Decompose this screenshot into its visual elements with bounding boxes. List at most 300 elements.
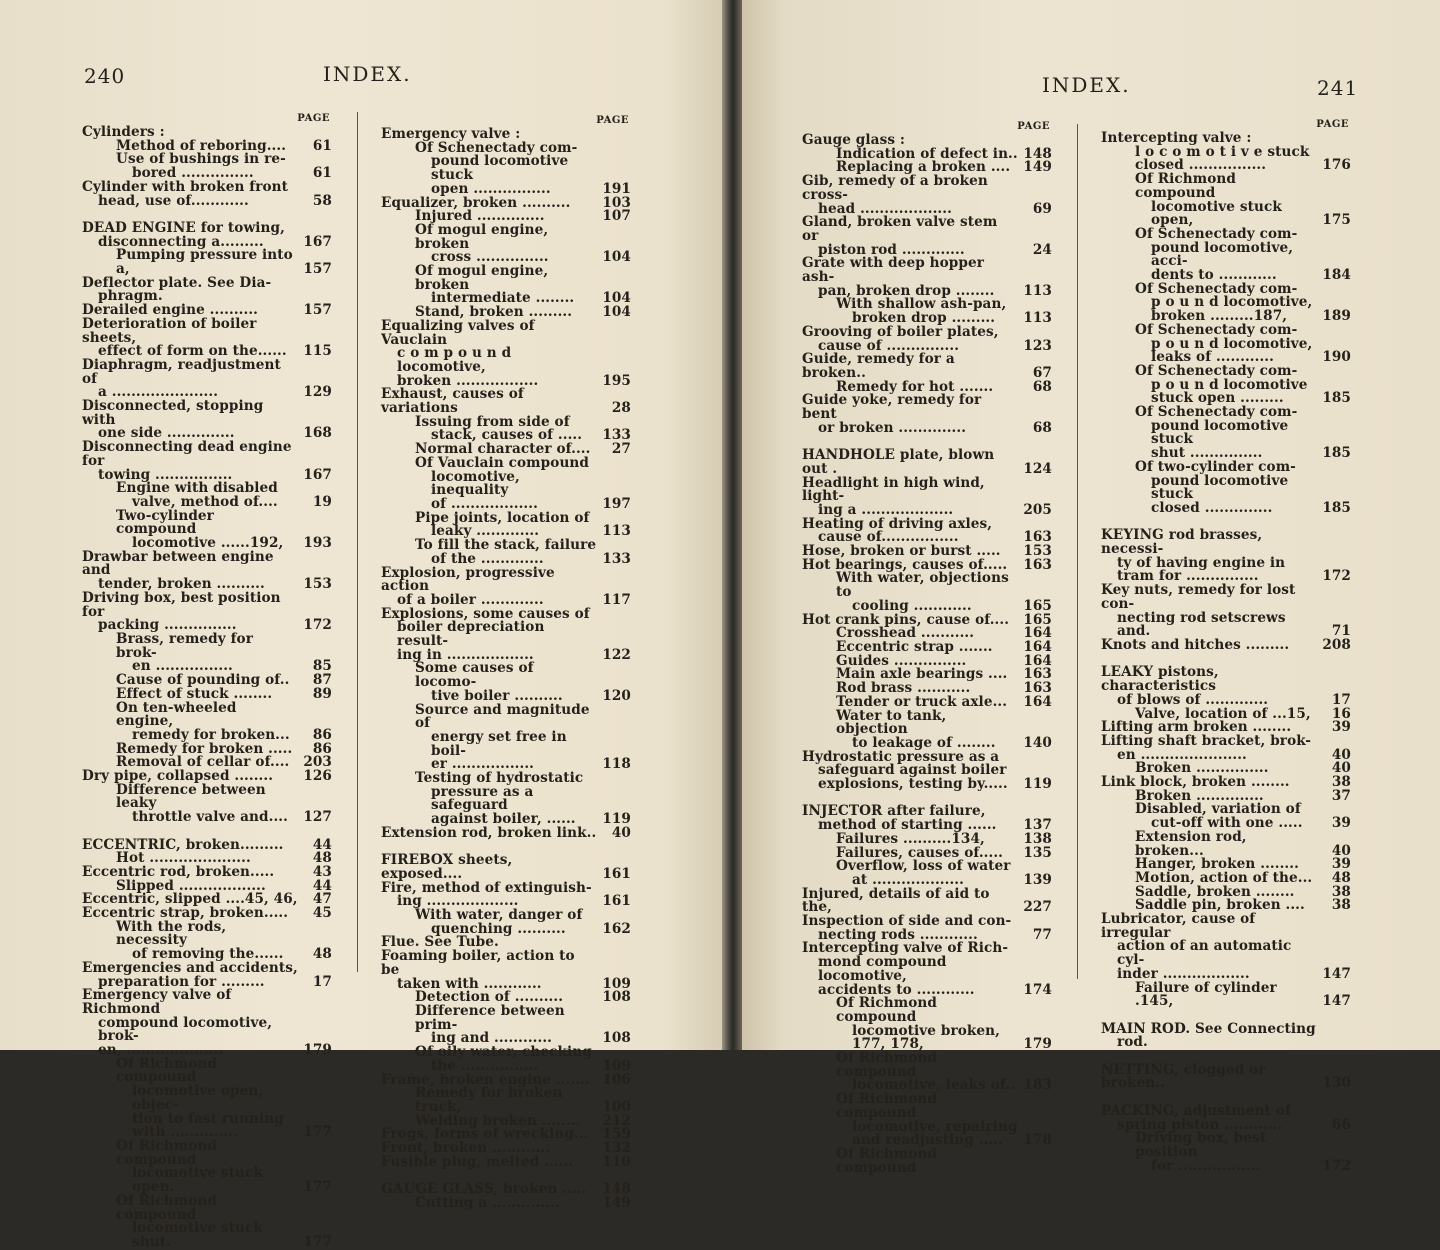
- entry-text: intermediate ........: [431, 290, 575, 307]
- entry-text: explosions, testing by.....: [818, 776, 1008, 793]
- entry-page-number: 58: [312, 192, 332, 209]
- index-entry: [1101, 529, 1351, 556]
- entry-text: locomotive stuck open,: [1151, 198, 1282, 229]
- entry-text: Derailed engine ..........: [82, 302, 259, 319]
- entry-text: Extension rod, broken...: [1135, 828, 1247, 859]
- entry-text: LEAKY pistons, characteristics: [1101, 664, 1219, 695]
- entry-text: Intercepting valve :: [1101, 130, 1252, 146]
- entry-page-number: 227: [1023, 899, 1052, 916]
- index-entry: [802, 216, 1052, 243]
- column-rule: [357, 112, 358, 972]
- entry-text: Link block, broken ........: [1101, 774, 1290, 791]
- index-entry: [1101, 1036, 1351, 1050]
- entry-page-number: 40: [1331, 746, 1351, 763]
- entry-page-number: 68: [1032, 419, 1052, 436]
- entry-text: Welding broken ........: [415, 1112, 581, 1129]
- entry-page-number: 163: [1023, 666, 1052, 683]
- entry-text: of ..................: [431, 495, 538, 512]
- entry-text: a ......................: [98, 384, 219, 401]
- entry-text: To fill the stack, failure: [415, 537, 597, 554]
- entry-page-number: 176: [1322, 157, 1351, 174]
- index-entry: [1101, 472, 1351, 503]
- entry-text: Normal character of....: [415, 441, 591, 458]
- entry-page-number: 106: [602, 1071, 631, 1088]
- entry-text: cooling ............: [852, 597, 972, 614]
- index-entry: [381, 621, 631, 648]
- entry-page-number: 123: [1023, 337, 1052, 354]
- entry-page-number: 172: [1322, 568, 1351, 585]
- entry-text: Front, broken ............: [381, 1140, 551, 1157]
- entry-page-number: 16: [1331, 705, 1351, 722]
- entry-page-number: 119: [1023, 776, 1052, 793]
- entry-text: Lifting shaft bracket, brok-: [1101, 732, 1311, 749]
- index-entry: [82, 249, 332, 276]
- index-entry: [802, 449, 1052, 476]
- entry-text: p o u n d locomotive: [1151, 376, 1308, 393]
- entry-text: Drawbar between engine and: [82, 548, 274, 579]
- entry-text: Cause of pounding of..: [116, 672, 290, 689]
- entry-page-number: 164: [1023, 625, 1052, 642]
- entry-page-number: 117: [602, 591, 631, 608]
- entry-page-number: 177: [303, 1233, 332, 1250]
- entry-text: pan, broken drop ........: [818, 282, 995, 299]
- entry-text: packing ...............: [98, 617, 237, 634]
- entry-page-number: 208: [1322, 637, 1351, 653]
- entry-page-number: 197: [602, 495, 631, 512]
- index-entry: [802, 1052, 1052, 1079]
- entry-text: With water, danger of: [415, 907, 583, 924]
- entry-text: Dry pipe, collapsed ........: [82, 768, 274, 785]
- entry-text: Indication of defect in..: [836, 145, 1018, 162]
- index-entry: [1101, 609, 1351, 640]
- entry-page-number: 113: [602, 523, 631, 540]
- entry-text: Hydrostatic pressure as a: [802, 748, 1000, 765]
- entry-text: Failures, causes of.....: [836, 844, 1004, 861]
- entry-text: locomotive, leaks of..: [852, 1077, 1016, 1094]
- index-entry: [82, 989, 332, 1016]
- entry-text: open ................: [431, 180, 551, 197]
- entry-text: Equalizing valves of Vauclain: [381, 317, 535, 348]
- entry-page-number: 28: [611, 400, 631, 417]
- index-entry: [802, 956, 1052, 983]
- entry-page-number: 38: [1331, 774, 1351, 791]
- entry-page-number: 71: [1331, 623, 1351, 640]
- entry-text: On ten-wheeled engine,: [116, 699, 237, 730]
- entry-page-number: 137: [1023, 817, 1052, 834]
- entry-text: broken .................: [397, 372, 539, 389]
- entry-page-number: 165: [1023, 597, 1052, 614]
- entry-text: Two-cylinder compound: [116, 507, 214, 538]
- entry-page-number: 87: [312, 672, 332, 689]
- entry-text: Driving box, best position: [1135, 1130, 1267, 1160]
- index-entry: [802, 1148, 1052, 1175]
- entry-text: tion to fast running: [132, 1110, 284, 1127]
- entry-page-number: 108: [602, 1030, 631, 1047]
- entry-text: piston rod .............: [818, 241, 965, 258]
- entry-text: and readjusting .....: [852, 1132, 1003, 1149]
- entry-page-number: 113: [1023, 310, 1052, 327]
- entry-text: Emergency valve of Richmond: [82, 987, 232, 1017]
- entry-page-number: 17: [312, 973, 332, 990]
- entry-text: stuck open .........: [1151, 390, 1284, 407]
- page-number: 241: [1317, 76, 1359, 100]
- index-entry: [381, 221, 631, 252]
- entry-page-number: 48: [1331, 869, 1351, 886]
- index-entry: [82, 1167, 332, 1194]
- index-entry: [381, 783, 631, 814]
- entry-text: Eccentric strap .......: [836, 639, 993, 655]
- entry-page-number: 77: [1032, 926, 1052, 943]
- entry-page-number: 161: [602, 893, 631, 910]
- entry-text: dents to ............: [1151, 267, 1277, 284]
- entry-page-number: 161: [602, 865, 631, 882]
- entry-page-number: 122: [602, 646, 631, 663]
- entry-page-number: 172: [1322, 1157, 1351, 1174]
- entry-text: Guide yoke, remedy for bent: [802, 392, 982, 423]
- entry-text: to leakage of ........: [852, 734, 996, 751]
- entry-text: Injured ..............: [415, 208, 545, 225]
- entry-text: MAIN ROD. See Connecting: [1101, 1020, 1316, 1037]
- entry-page-number: 118: [602, 756, 631, 773]
- entry-page-number: 126: [303, 768, 332, 785]
- entry-text: Frame, broken engine .......: [381, 1071, 590, 1088]
- entry-text: Of Schenectady com-: [1135, 225, 1298, 242]
- index-entry: [381, 1002, 631, 1033]
- entry-text: Equalizer, broken ..........: [381, 194, 571, 211]
- index-entry: [802, 885, 1052, 916]
- entry-text: en ................: [132, 658, 233, 675]
- entry-page-number: 177: [303, 1179, 332, 1196]
- entry-page-number: 43: [312, 863, 332, 880]
- entry-text: Eccentric rod, broken.....: [82, 863, 275, 880]
- entry-text: Hanger, broken ........: [1135, 856, 1299, 873]
- entry-text: shut ...............: [1151, 445, 1263, 462]
- entry-page-number: 40: [1331, 760, 1351, 777]
- entry-page-number: 179: [303, 1042, 332, 1059]
- entry-text: Of Richmond compound: [836, 1050, 937, 1080]
- index-entry: [82, 1055, 332, 1086]
- entry-page-number: 189: [1322, 308, 1351, 325]
- entry-page-number: 86: [312, 726, 332, 743]
- entry-text: Disconnecting dead engine for: [82, 439, 292, 469]
- entry-text: Remedy for broken .....: [116, 740, 293, 757]
- entry-text: broken .........187,: [1151, 308, 1288, 325]
- entry-page-number: 195: [602, 372, 631, 389]
- entry-text: Grate with deep hopper ash-: [802, 255, 985, 286]
- entry-text: for .................: [1151, 1157, 1261, 1174]
- entry-text: DEAD ENGINE for towing,: [82, 219, 285, 236]
- entry-text: Knots and hitches .........: [1101, 637, 1290, 653]
- entry-text: spring piston ............: [1117, 1116, 1283, 1133]
- index-entry: [1101, 239, 1351, 270]
- entry-text: Of mogul engine, broken: [415, 263, 549, 293]
- index-entry: [82, 1192, 332, 1223]
- entry-text: Disabled, variation of: [1135, 801, 1301, 818]
- entry-text: mond compound locomotive,: [818, 954, 947, 984]
- entry-text: locomotive broken,: [852, 1022, 1000, 1039]
- entry-text: l o c o m o t i v e stuck: [1135, 143, 1310, 160]
- entry-page-number: 172: [303, 617, 332, 634]
- entry-text: PACKING, adjustment of: [1101, 1102, 1291, 1119]
- entry-page-number: 133: [602, 427, 631, 444]
- entry-page-number: 39: [1331, 815, 1351, 832]
- entry-text: Emergencies and accidents,: [82, 959, 298, 976]
- index-entry: [381, 824, 631, 841]
- entry-page-number: 27: [611, 441, 631, 458]
- entry-text: of the .............: [431, 550, 544, 567]
- entry-text: Difference between leaky: [116, 781, 266, 812]
- index-entry: [82, 548, 332, 579]
- entry-page-number: 163: [1023, 680, 1052, 697]
- index-entry: [1101, 1132, 1351, 1159]
- entry-text: 177, 178,: [852, 1036, 924, 1053]
- index-entry: [381, 950, 631, 977]
- index-entry: [802, 1022, 1052, 1039]
- entry-text: Injured, details of aid to the,: [802, 885, 990, 916]
- entry-text: method of starting ......: [818, 817, 997, 834]
- entry-text: Gib, remedy of a broken cross-: [802, 173, 988, 203]
- entry-page-number: 185: [1322, 445, 1351, 462]
- entry-text: preparation for .........: [98, 973, 265, 990]
- index-entry: [381, 347, 631, 374]
- entry-page-number: 147: [1322, 965, 1351, 982]
- entry-text: Pumping pressure into a,: [116, 247, 293, 278]
- entry-page-number: 120: [602, 687, 631, 704]
- entry-text: accidents to ............: [818, 981, 975, 998]
- entry-text: Slipped ..................: [116, 877, 266, 894]
- entry-page-number: 138: [1023, 830, 1052, 847]
- entry-text: en, ....................: [98, 1042, 224, 1059]
- entry-text: Stand, broken .........: [415, 304, 573, 321]
- entry-text: With shallow ash-pan,: [836, 296, 1007, 313]
- entry-text: pressure as a safeguard: [431, 783, 534, 814]
- entry-page-number: 61: [312, 137, 332, 154]
- entry-text: throttle valve and....: [132, 809, 288, 826]
- index-entry: [1101, 828, 1351, 859]
- index-column-1: [802, 120, 1052, 1175]
- page-column-header: PAGE: [1017, 121, 1050, 132]
- entry-text: broken drop .........: [852, 310, 996, 327]
- entry-text: FIREBOX sheets, exposed....: [381, 852, 513, 882]
- entry-text: locomotive, repairing: [852, 1118, 1018, 1135]
- entry-page-number: 119: [602, 811, 631, 828]
- entry-page-number: 104: [602, 290, 631, 307]
- index-entry: [381, 1194, 631, 1211]
- entry-page-number: 104: [602, 249, 631, 266]
- entry-text: with ..............: [132, 1124, 238, 1141]
- entry-page-number: 40: [1331, 842, 1351, 859]
- entry-text: Failure of cylinder .145,: [1135, 979, 1277, 1010]
- entry-text: one side ..............: [98, 425, 235, 442]
- entry-text: With the rods, necessity: [116, 918, 227, 949]
- entry-page-number: 184: [1322, 267, 1351, 284]
- entry-text: Removal of cellar of....: [116, 754, 290, 771]
- entry-text: Deflector plate. See Dia-: [82, 274, 272, 291]
- entry-text: Pipe joints, location of: [415, 509, 590, 526]
- index-column-1: [82, 112, 332, 1250]
- entry-text: at ...................: [852, 871, 964, 888]
- entry-text: Cutting a ..............: [415, 1194, 560, 1211]
- entry-page-number: 205: [1023, 501, 1052, 518]
- entry-text: Brass, remedy for brok-: [116, 631, 253, 661]
- index-entry: [82, 1222, 332, 1249]
- index-entry: [82, 699, 332, 730]
- entry-text: Of Richmond compound: [836, 1091, 937, 1121]
- entry-text: HANDHOLE plate, blown out .: [802, 447, 995, 477]
- entry-text: c o m p o u n d locomotive,: [397, 345, 512, 375]
- entry-text: Cylinders :: [82, 124, 165, 140]
- index-entry: [381, 728, 631, 759]
- entry-page-number: 109: [602, 1057, 631, 1074]
- entry-text: pound locomotive stuck: [1151, 472, 1289, 503]
- entry-text: Guides ...............: [836, 652, 967, 669]
- entry-text: locomotive open, objec-: [132, 1083, 264, 1113]
- entry-text: pound locomotive, acci-: [1151, 239, 1294, 270]
- index-column-2: [1101, 118, 1351, 1173]
- index-entry: [381, 317, 631, 348]
- index-entry: [82, 356, 332, 387]
- entry-text: head, use of............: [98, 192, 249, 209]
- entry-page-number: 168: [303, 425, 332, 442]
- entry-text: cause of ...............: [818, 337, 960, 354]
- book-gutter: [722, 0, 742, 1050]
- entry-text: Valve, location of ...15,: [1135, 705, 1311, 722]
- entry-page-number: 37: [1331, 787, 1351, 804]
- page-column-header: PAGE: [297, 113, 330, 124]
- entry-page-number: 40: [611, 824, 631, 841]
- entry-text: Hose, broken or burst .....: [802, 543, 1001, 560]
- index-entry: [802, 707, 1052, 738]
- entry-page-number: 135: [1023, 844, 1052, 861]
- index-entry: [1101, 639, 1351, 653]
- entry-text: Rod brass ...........: [836, 680, 971, 697]
- entry-text: tram for ...............: [1117, 568, 1259, 585]
- entry-page-number: 129: [303, 384, 332, 401]
- entry-page-number: 19: [312, 493, 332, 510]
- entry-page-number: 113: [1023, 282, 1052, 299]
- entry-text: Guide, remedy for a broken..: [802, 351, 955, 381]
- entry-text: Hot .....................: [116, 850, 251, 867]
- index-entry: [82, 1085, 332, 1112]
- entry-page-number: 45: [312, 905, 332, 922]
- page-column-header: PAGE: [1316, 119, 1349, 130]
- entry-page-number: 130: [1322, 1075, 1351, 1092]
- entry-text: Of Schenectady com-: [1135, 321, 1298, 338]
- running-title: INDEX.: [1042, 73, 1131, 97]
- entry-text: Key nuts, remedy for lost con-: [1101, 582, 1296, 612]
- entry-page-number: 44: [312, 836, 332, 853]
- entry-text: ing a ...................: [818, 501, 954, 518]
- entry-text: Motion, action of the...: [1135, 869, 1313, 886]
- entry-text: Diaphragm, readjustment of: [82, 356, 281, 387]
- entry-text: Extension rod, broken link..: [381, 824, 597, 841]
- index-entry: [802, 1093, 1052, 1120]
- entry-page-number: 39: [1331, 856, 1351, 873]
- entry-text: Grooving of boiler plates,: [802, 323, 999, 340]
- entry-page-number: 163: [1023, 529, 1052, 546]
- entry-text: valve, method of....: [132, 493, 278, 510]
- entry-page-number: 107: [602, 208, 631, 225]
- entry-text: Fire, method of extinguish-: [381, 879, 592, 896]
- entry-text: KEYING rod brasses, necessi-: [1101, 527, 1263, 558]
- entry-text: effect of form on the......: [98, 343, 287, 360]
- entry-page-number: 163: [1023, 556, 1052, 573]
- entry-text: Heating of driving axles,: [802, 515, 993, 532]
- entry-page-number: 149: [1023, 159, 1052, 176]
- entry-text: the ................: [431, 1057, 539, 1074]
- entry-text: GAUGE GLASS, broken .....: [381, 1181, 587, 1198]
- index-entry: [381, 564, 631, 595]
- index-entry: [802, 394, 1052, 421]
- index-entry: [1101, 198, 1351, 229]
- column-rule: [1077, 124, 1078, 979]
- index-entry: [802, 257, 1052, 284]
- index-entry: [381, 265, 631, 292]
- entry-text: leaky .............: [431, 523, 540, 540]
- entry-text: Broken ...............: [1135, 760, 1269, 777]
- entry-text: er .................: [431, 756, 534, 773]
- entry-page-number: 39: [1331, 719, 1351, 736]
- entry-text: ty of having engine in: [1117, 554, 1286, 571]
- entry-text: Of oily water, checking: [415, 1044, 592, 1061]
- entry-page-number: 164: [1023, 639, 1052, 655]
- running-title: INDEX.: [323, 62, 412, 86]
- entry-text: Crosshead ...........: [836, 625, 975, 642]
- entry-page-number: 164: [1023, 693, 1052, 710]
- index-entry: [1101, 979, 1351, 1010]
- entry-text: Saddle, broken ........: [1135, 883, 1295, 900]
- entry-text: Remedy for hot .......: [836, 378, 994, 395]
- index-entry: [1101, 940, 1351, 967]
- entry-text: remedy for broken...: [132, 726, 290, 743]
- entry-page-number: 44: [312, 877, 332, 894]
- index-entry: [381, 388, 631, 415]
- entry-text: closed ................: [1135, 157, 1267, 174]
- entry-text: NETTING, clogged or broken..: [1101, 1061, 1266, 1092]
- entry-text: ing ...................: [397, 893, 519, 910]
- entry-text: locomotive stuck shut.: [132, 1220, 263, 1250]
- entry-text: ECCENTRIC, broken.........: [82, 836, 284, 853]
- entry-text: Of two-cylinder com-: [1135, 458, 1296, 475]
- index-column-2: [381, 114, 631, 1211]
- entry-page-number: 165: [1023, 611, 1052, 628]
- entry-text: Remedy for broken truck,: [415, 1085, 563, 1115]
- entry-page-number: 24: [1032, 241, 1052, 258]
- entry-page-number: 175: [1322, 212, 1351, 229]
- entry-page-number: 100: [602, 1098, 631, 1115]
- index-entry: [381, 662, 631, 689]
- entry-text: Overflow, loss of water: [836, 858, 1011, 875]
- entry-page-number: 115: [303, 343, 332, 360]
- entry-page-number: 66: [1331, 1116, 1351, 1133]
- entry-text: locomotive ......192,: [132, 535, 284, 552]
- entry-page-number: 140: [1023, 734, 1052, 751]
- index-entry: [1101, 1157, 1351, 1174]
- entry-text: Of Schenectady com-: [415, 139, 578, 156]
- entry-text: Issuing from side of: [415, 413, 570, 430]
- entry-page-number: 124: [1023, 460, 1052, 477]
- entry-page-number: 167: [303, 233, 332, 250]
- entry-text: bored ...............: [132, 165, 254, 182]
- entry-text: Failures ..........134,: [836, 830, 985, 847]
- entry-page-number: 193: [303, 535, 332, 552]
- entry-text: leaks of ............: [1151, 349, 1274, 366]
- entry-text: Driving box, best position for: [82, 589, 281, 620]
- index-entry: [82, 315, 332, 346]
- entry-page-number: 108: [602, 989, 631, 1006]
- entry-page-number: 162: [602, 920, 631, 937]
- entry-text: head ...................: [818, 200, 952, 217]
